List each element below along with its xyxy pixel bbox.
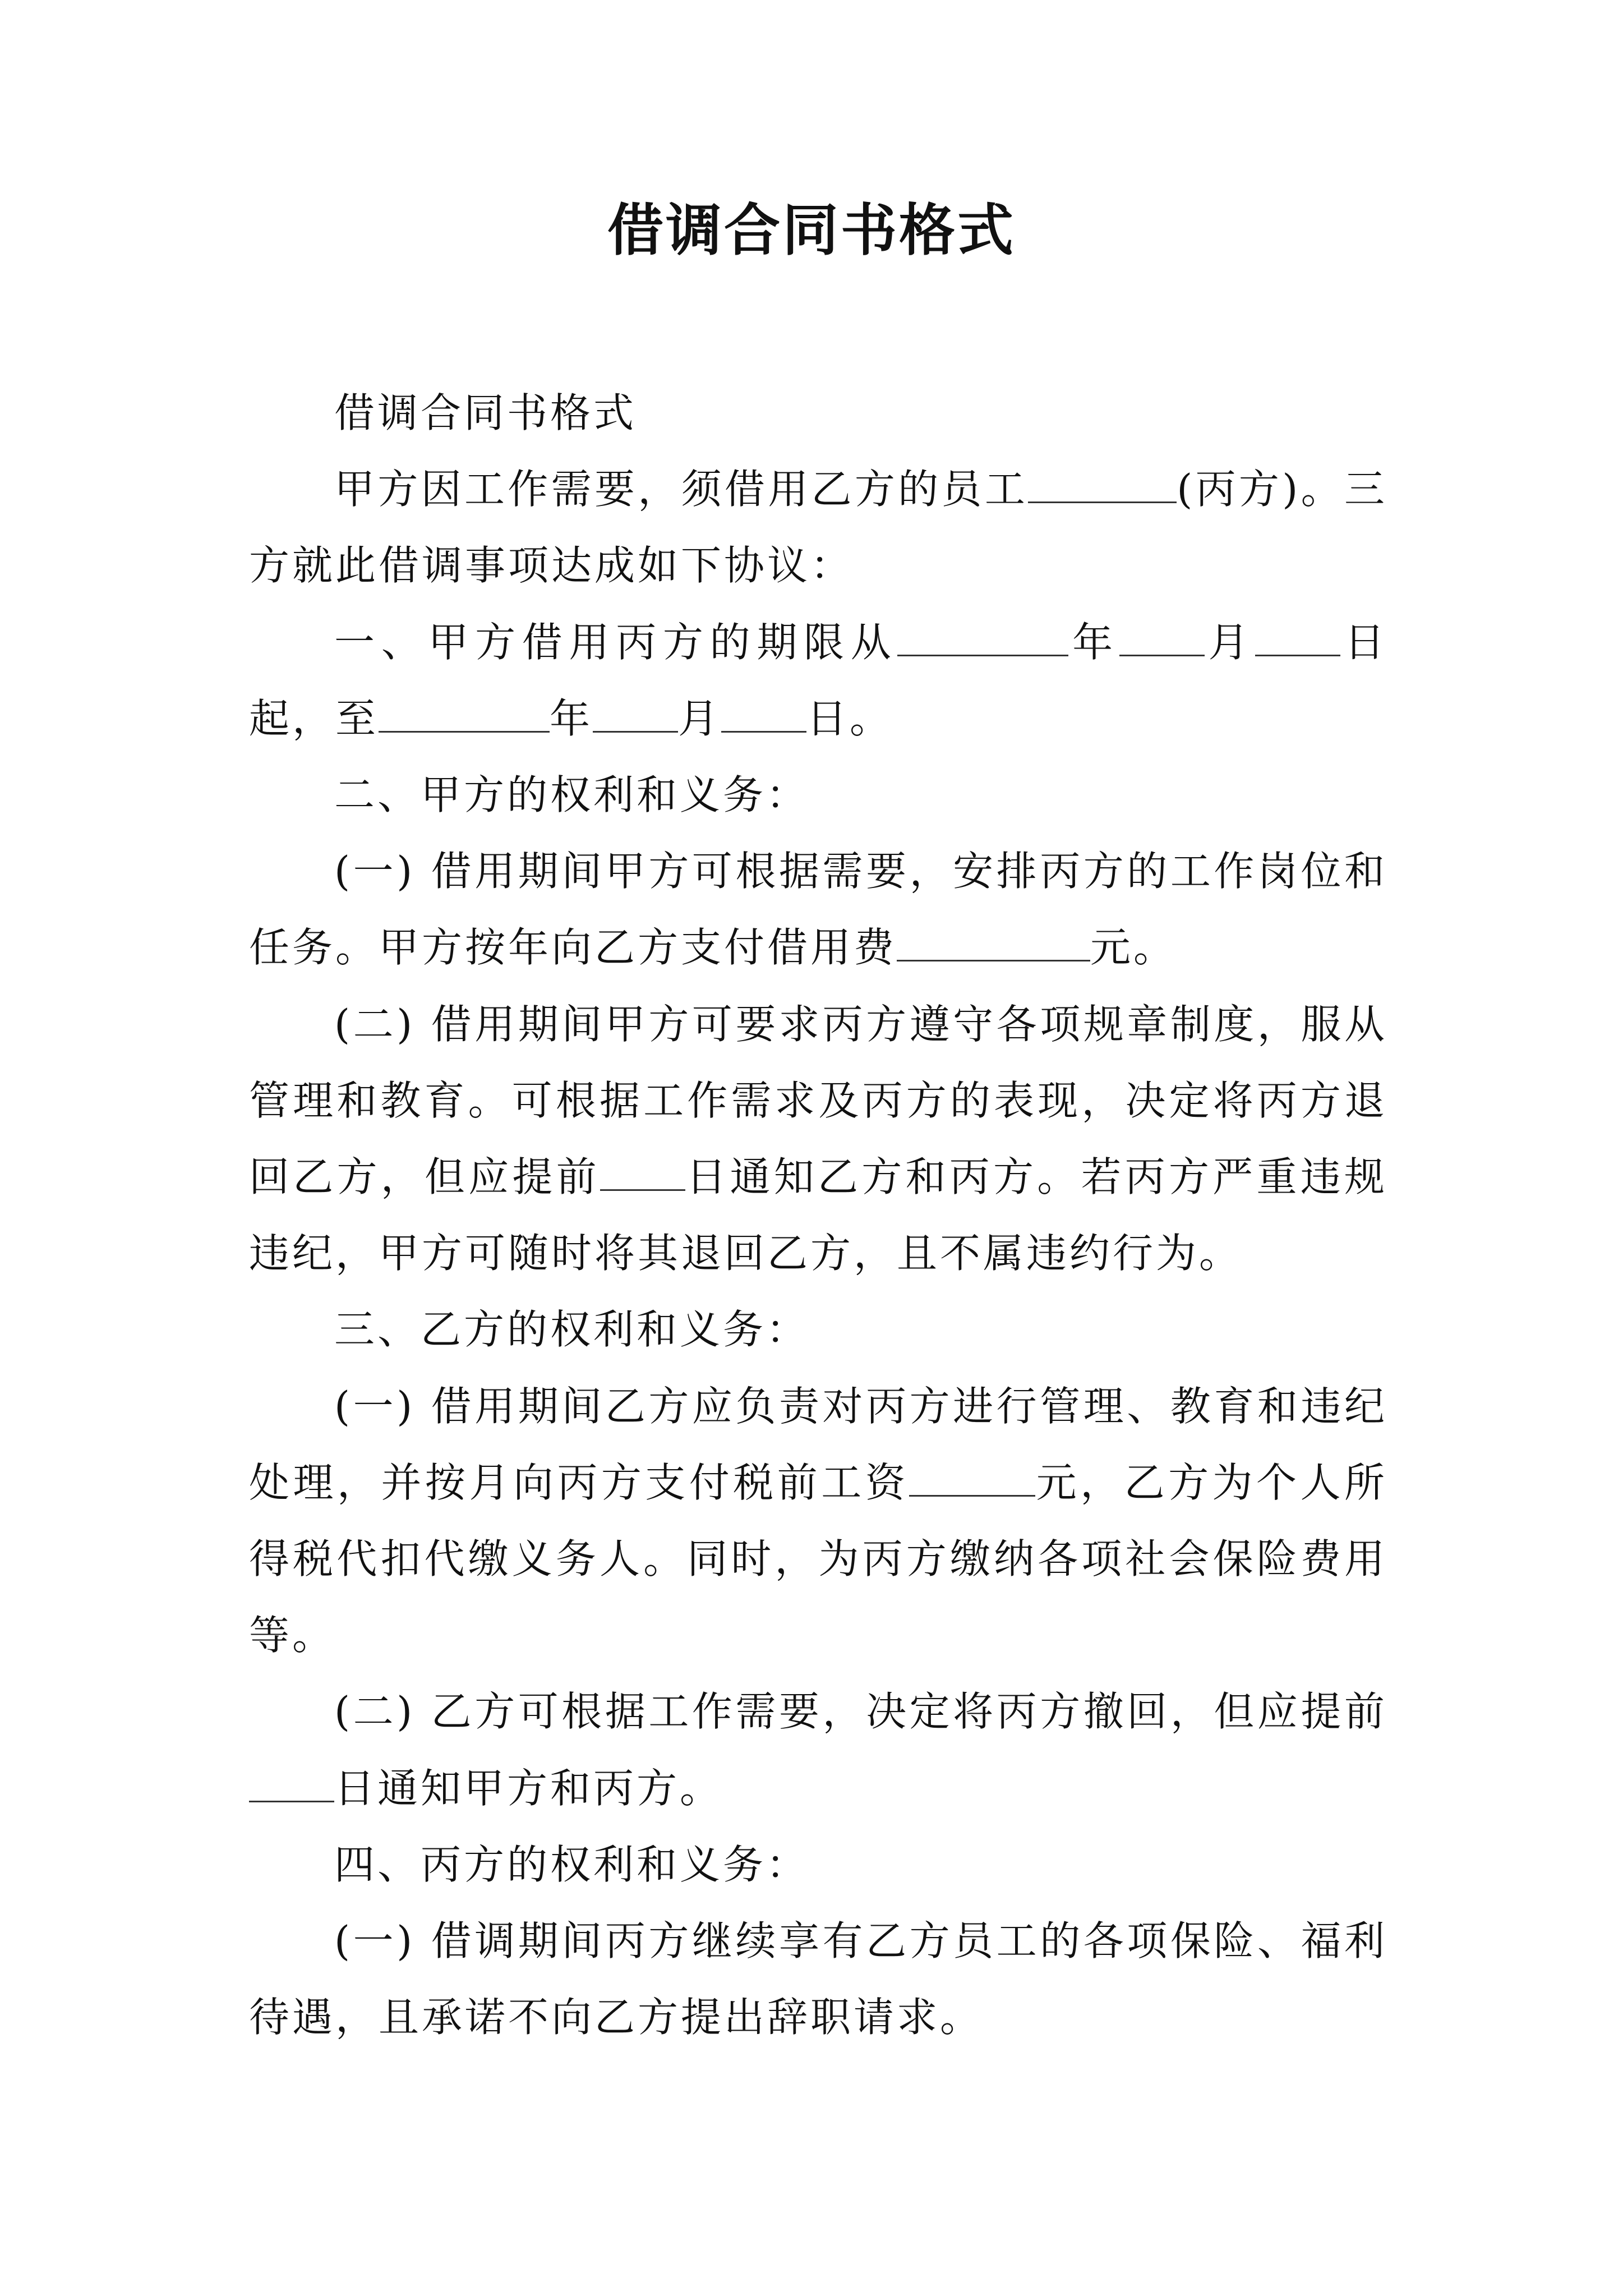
paragraph-clause-3-1 xyxy=(249,1368,1387,1674)
blank-salary xyxy=(909,1460,1035,1497)
text-segment: 年 xyxy=(550,694,593,742)
text-segment: (丙方)。三方就此借调事项达成如下协议： xyxy=(249,466,1387,590)
blank-start-day xyxy=(1255,620,1340,656)
text-segment: 日起，至 xyxy=(249,618,1387,742)
blank-end-day xyxy=(721,696,806,733)
text-segment: (二) 乙方可根据工作需要，决定将丙方撤回，但应提前 xyxy=(334,1688,1387,1736)
text-segment: 日。 xyxy=(806,694,893,742)
text-segment: 日通知乙方和丙方。若丙方严重违规违纪，甲方可随时将其退回乙方，且不属违约行为。 xyxy=(249,1153,1387,1277)
text-segment: 月 xyxy=(1204,618,1256,666)
blank-end-month xyxy=(593,696,678,733)
text-segment: (二) 借用期间甲方可要求丙方遵守各项规章制度，服从管理和教育。可根据工作需求及丙方的表现，决定将丙方退回乙方，但应提前 xyxy=(249,1000,1387,1201)
paragraph-section-4 xyxy=(249,1826,1387,1903)
text-segment: 二、甲方的权利和义务： xyxy=(334,771,810,819)
paragraph-intro xyxy=(249,451,1387,604)
paragraph-section-2 xyxy=(249,757,1387,833)
paragraph-clause-4-1 xyxy=(249,1903,1387,2055)
text-segment: 年 xyxy=(1068,618,1119,666)
text-segment: 元，乙方为个人所得税代扣代缴义务人。同时，为丙方缴纳各项社会保险费用等。 xyxy=(249,1458,1387,1659)
paragraph-clause-2-2 xyxy=(249,986,1387,1292)
paragraph-clause-3-2 xyxy=(249,1673,1387,1826)
blank-borrow-fee xyxy=(897,925,1090,961)
blank-start-month xyxy=(1119,620,1205,656)
blank-end-year xyxy=(379,696,550,733)
text-segment: (一) 借用期间乙方应负责对丙方进行管理、教育和违纪处理，并按月向丙方支付税前工资 xyxy=(249,1382,1387,1506)
text-segment: 日通知甲方和丙方。 xyxy=(334,1764,723,1812)
text-segment: 借调合同书格式 xyxy=(334,389,637,436)
text-segment: (一) 借调期间丙方继续享有乙方员工的各项保险、福利待遇，且承诺不向乙方提出辞职请求。 xyxy=(249,1917,1387,2041)
paragraph-clause-2-1 xyxy=(249,833,1387,986)
document-body xyxy=(249,375,1387,2055)
text-segment: 元。 xyxy=(1090,924,1177,972)
blank-notice-days xyxy=(600,1154,685,1191)
text-segment: 一、甲方借用丙方的期限从 xyxy=(334,618,898,666)
text-segment: 四、丙方的权利和义务： xyxy=(334,1841,810,1888)
text-segment: (一) 借用期间甲方可根据需要，安排丙方的工作岗位和任务。甲方按年向乙方支付借用费 xyxy=(249,848,1387,972)
blank-recall-notice-days xyxy=(249,1766,334,1802)
text-segment: 月 xyxy=(678,694,722,742)
paragraph-clause-1 xyxy=(249,604,1387,757)
blank-start-year xyxy=(897,620,1068,656)
blank-staff-name xyxy=(1028,467,1177,503)
paragraph-heading xyxy=(249,375,1387,451)
text-segment: 三、乙方的权利和义务： xyxy=(334,1306,810,1354)
document-title: 借调合同书格式 xyxy=(607,197,1016,263)
paragraph-section-3 xyxy=(249,1291,1387,1368)
text-segment: 甲方因工作需要，须借用乙方的员工 xyxy=(334,466,1029,513)
